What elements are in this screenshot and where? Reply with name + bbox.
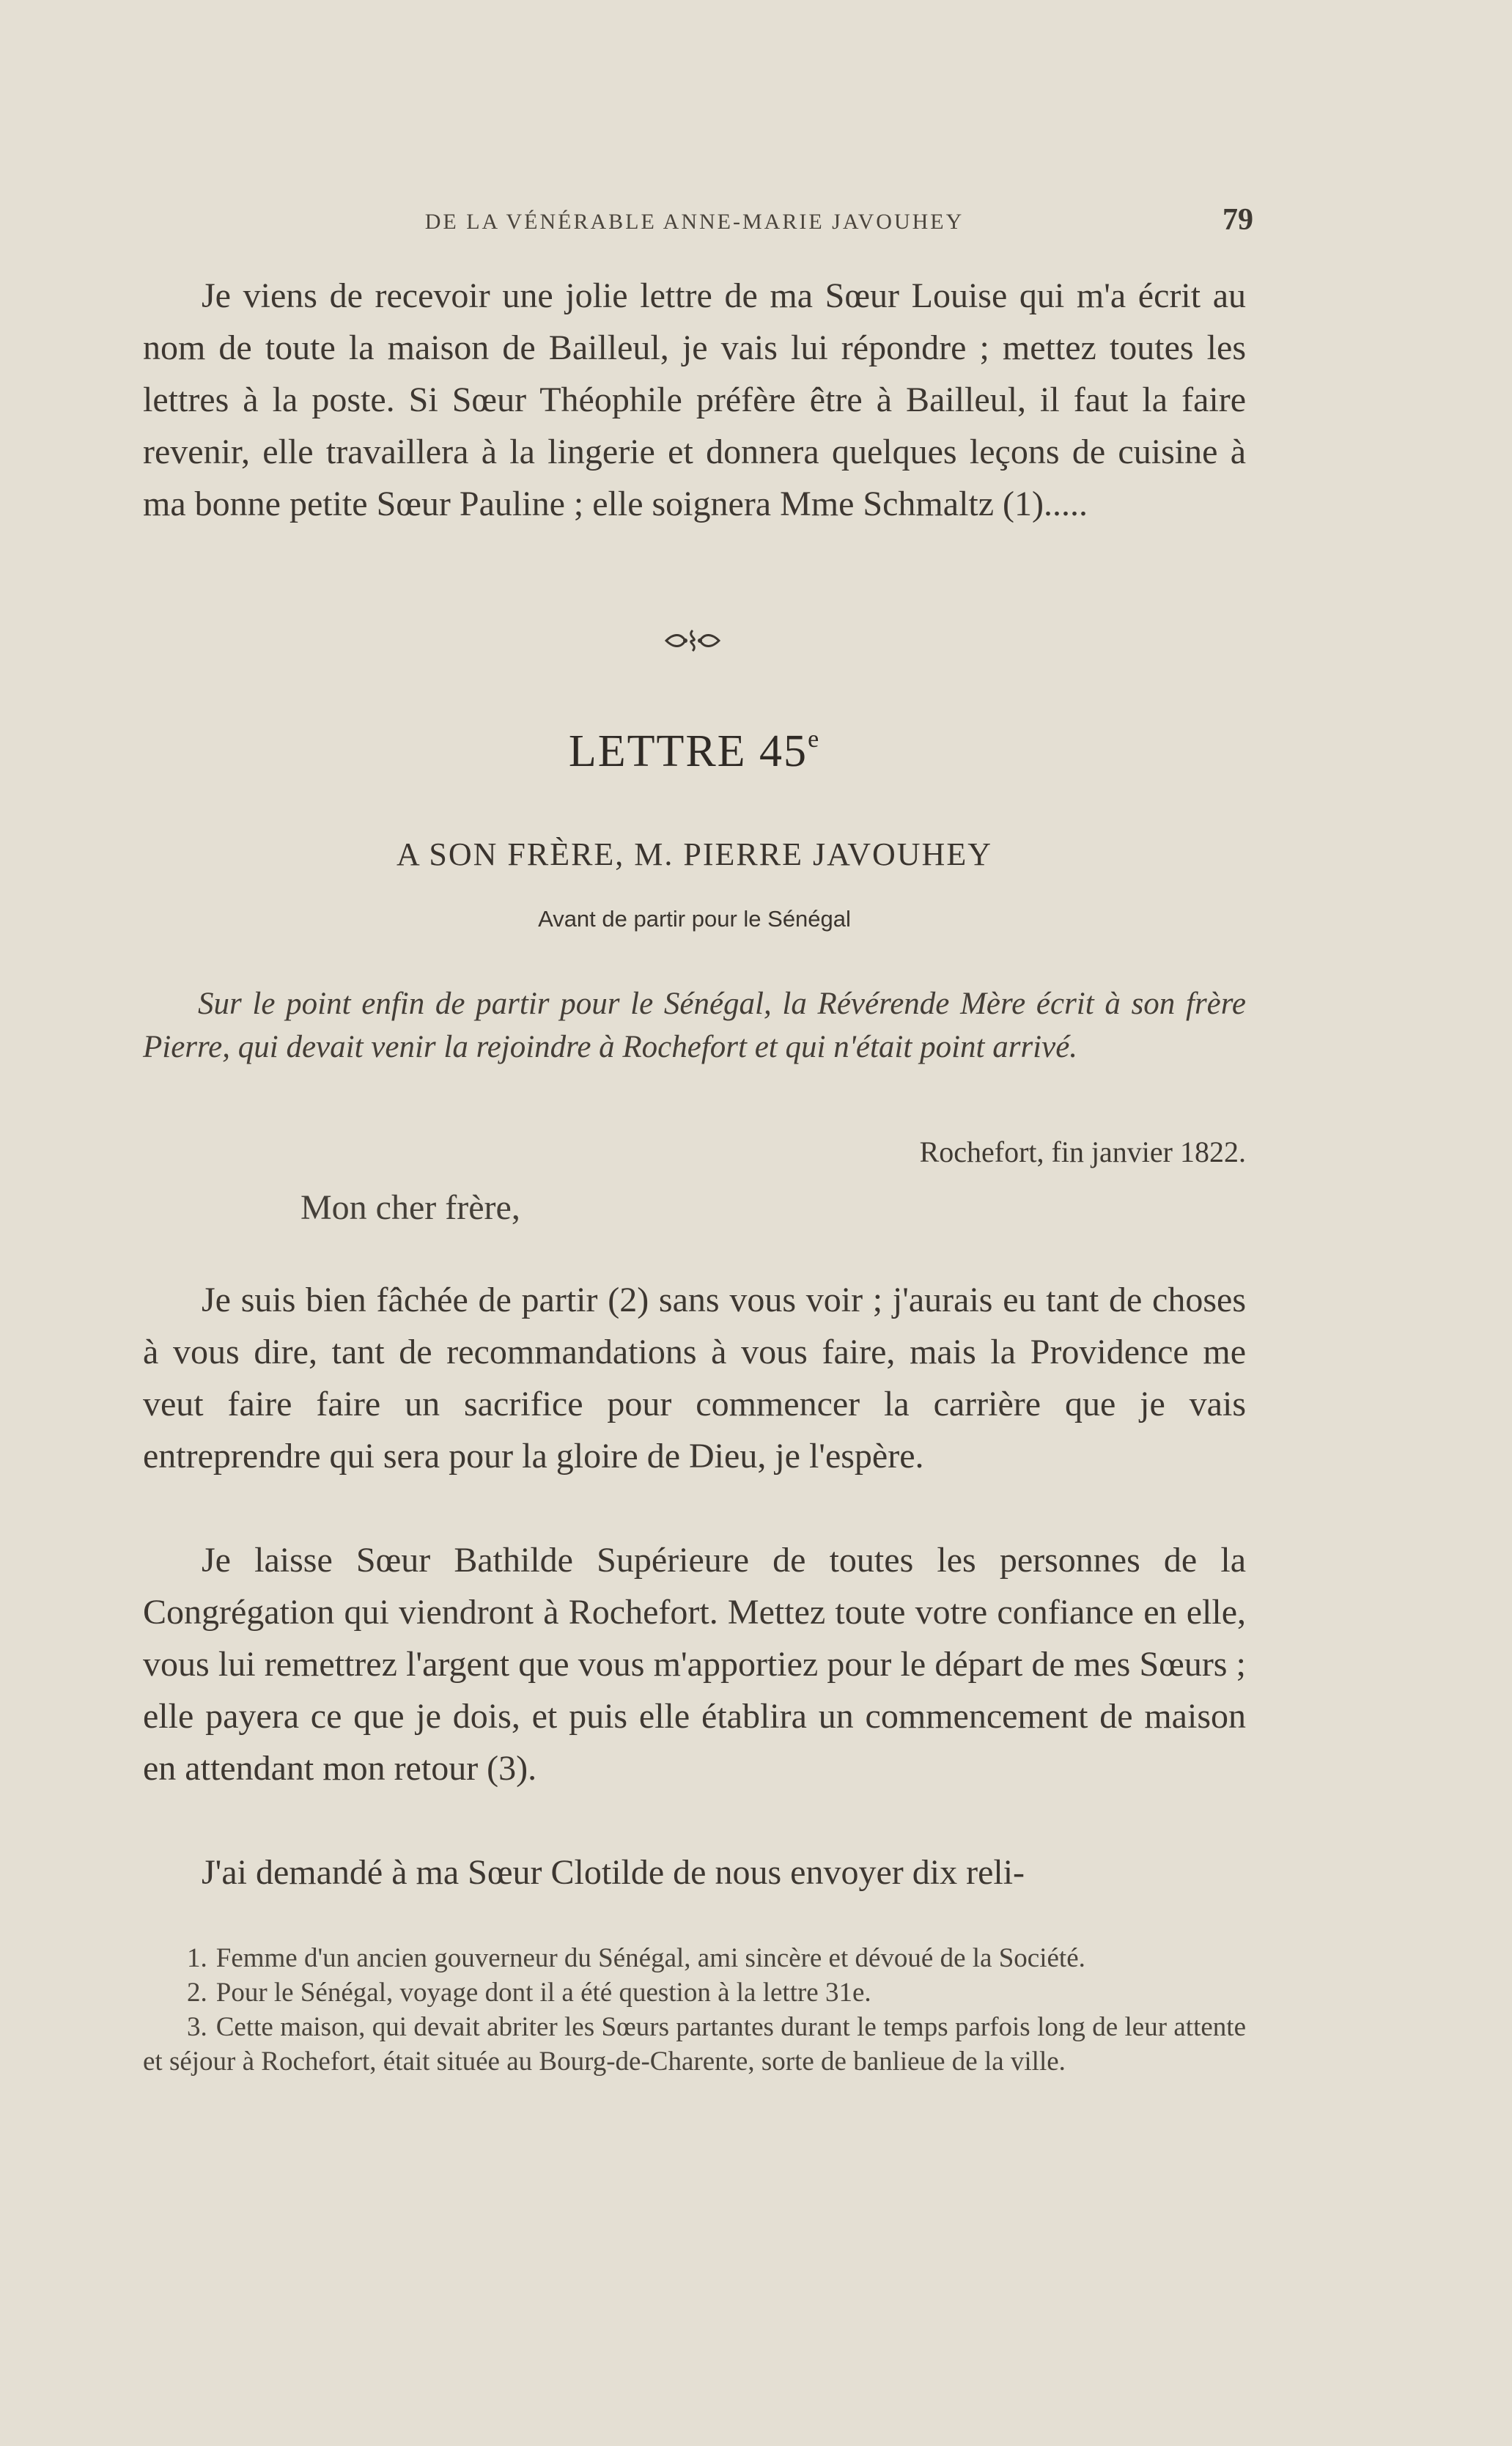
footnote <box>143 1975 1246 2010</box>
footnote <box>143 2010 1246 2079</box>
footnotes <box>143 1941 1246 2079</box>
letter-addressee: A SON FRÈRE, M. PIERRE JAVOUHEY <box>397 836 992 872</box>
footnote-text: Pour le Sénégal, voyage dont il a été question à la lettre 31e. <box>215 1978 871 2008</box>
footnote-number: 1. <box>187 1943 207 1973</box>
letter-salutation: Mon cher frère, <box>300 1188 520 1227</box>
letter-title-suffix: e <box>808 726 821 753</box>
letter-paragraph: Je laisse Sœur Bathilde Supérieure de toutes les personnes de la Congrégation qui viendront à Rochefort. Mettez toute votre confiance en elle, vous lui remettrez l'argent que vous m'apportiez pour le départ de mes Sœurs ; elle payera ce que je dois, et puis elle établira un commencement de maison en attendant mon retour (3). <box>143 1541 1246 1788</box>
footnote-text: Cette maison, qui devait abriter les Sœurs partantes durant le temps parfois long de leur attente et séjour à Rochefort, était située au Bourg-de-Charente, sorte de banlieue de la ville. <box>143 2012 1246 2077</box>
letter-dateline: Rochefort, fin janvier 1822. <box>919 1135 1246 1168</box>
letter-title-text: LETTRE 45 <box>568 726 808 776</box>
letter-paragraph: Je suis bien fâchée de partir (2) sans vous voir ; j'aurais eu tant de choses à vous dire, tant de recommandations à vous faire, mais la Providence me veut faire faire un sacrifice pour commencer la carrière que je vais entreprendre qui sera pour la gloire de Dieu, je l'espère. <box>143 1281 1246 1476</box>
footnote-number: 2. <box>187 1978 207 2008</box>
footnote <box>143 1941 1246 1975</box>
page-number: 79 <box>1222 203 1253 237</box>
previous-letter-closing-paragraph: Je viens de recevoir une jolie lettre de ma Sœur Louise qui m'a écrit au nom de toute la maison de Bailleul, je vais lui répondre ; mettez toutes les lettres à la poste. Si Sœur Théophile préfère être à Bailleul, il faut la faire revenir, elle travaillera à la lingerie et donnera quelques leçons de cuisine à ma bonne petite Sœur Pauline ; elle soignera Mme Schmaltz (1)..... <box>143 276 1246 523</box>
footnote-text: Femme d'un ancien gouverneur du Sénégal, ami sincère et dévoué de la Société. <box>215 1943 1085 1973</box>
fleuron-ornament-icon <box>663 629 722 652</box>
letter-occasion: Avant de partir pour le Sénégal <box>538 906 851 932</box>
footnote-number: 3. <box>187 2012 207 2042</box>
letter-paragraph: J'ai demandé à ma Sœur Clotilde de nous envoyer dix reli- <box>202 1853 1025 1892</box>
running-head: DE LA VÉNÉRABLE ANNE-MARIE JAVOUHEY <box>424 210 965 234</box>
letter-title <box>143 726 1246 778</box>
letter-summary: Sur le point enfin de partir pour le Sénégal, la Révérende Mère écrit à son frère Pierre, qui devait venir la rejoindre à Rochefort et qui n'était point arrivé. <box>143 987 1246 1064</box>
